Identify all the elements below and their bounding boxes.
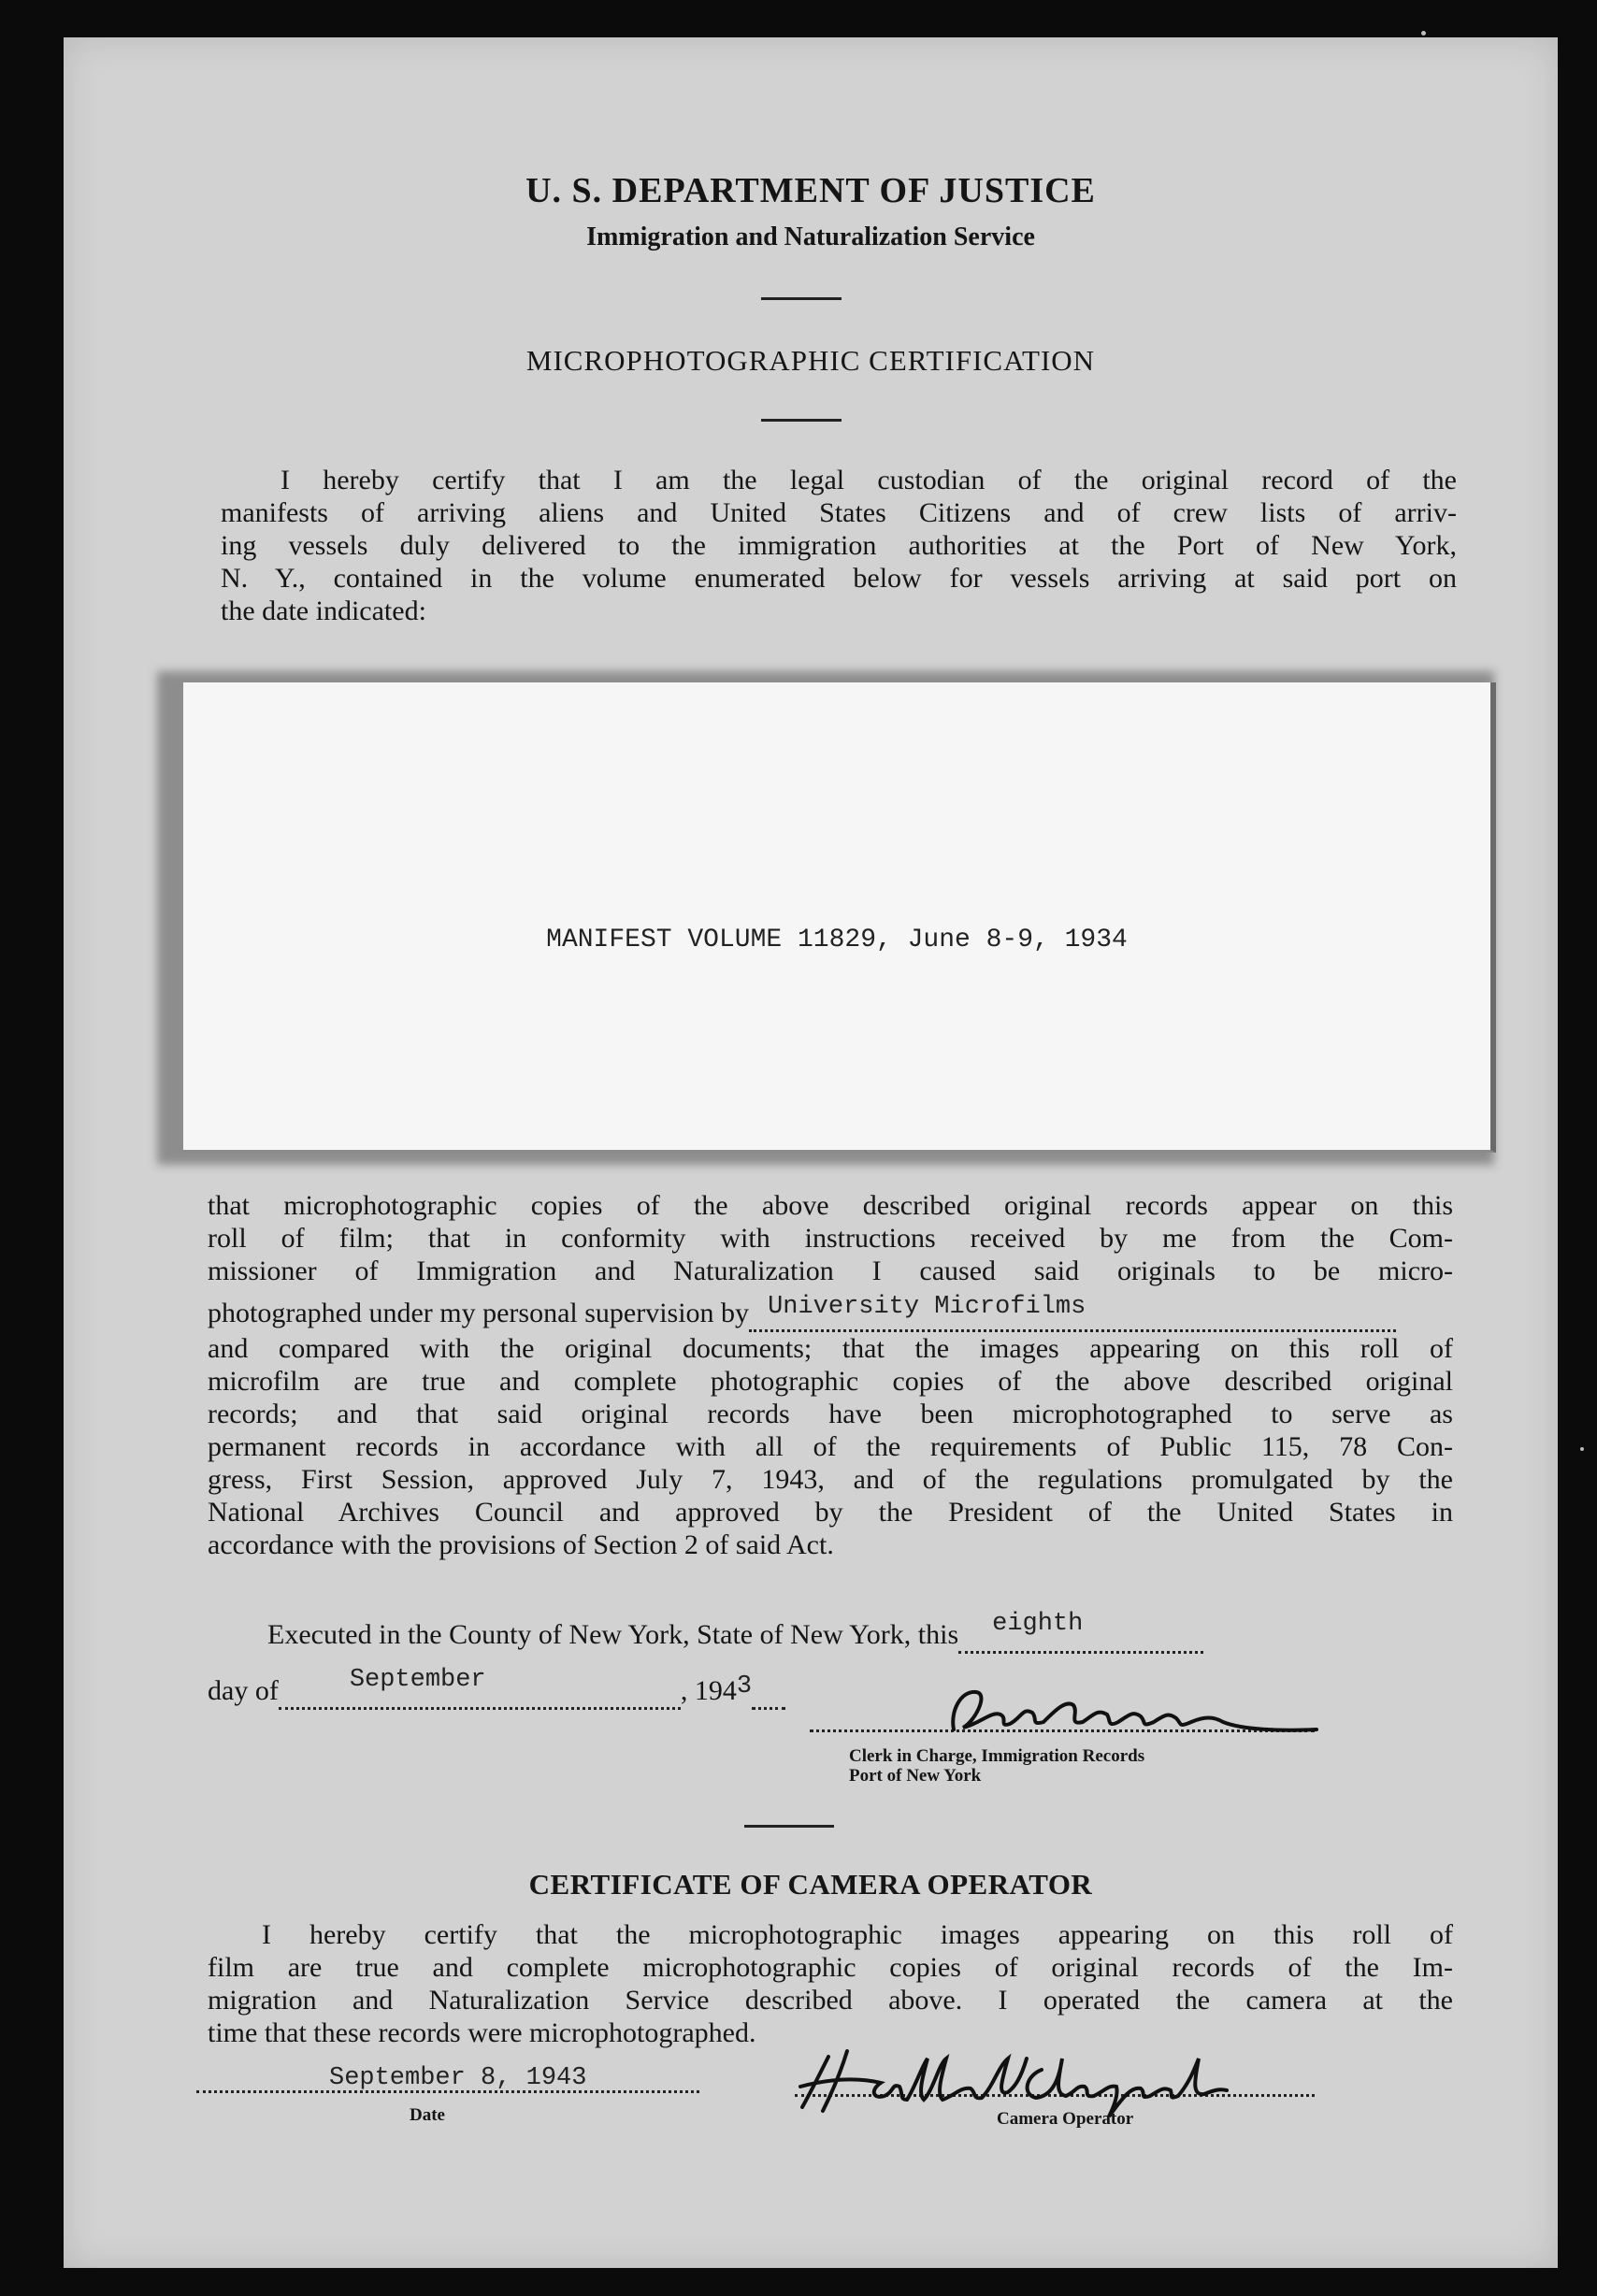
agency-subtitle: Immigration and Naturalization Service: [586, 222, 1035, 251]
clerk-signature: [933, 1673, 1326, 1748]
film-speck: [1580, 1447, 1584, 1451]
clerk-title-line1: Clerk in Charge, Immigration Records: [849, 1746, 1145, 1766]
body-line: National Archives Council and approved by the President of the United States in: [208, 1497, 1453, 1528]
body-line: permanent records in accordance with all of the requirements of Public 115, 78 Con-: [208, 1431, 1453, 1462]
camera-date-value: September 8, 1943: [329, 2064, 587, 2092]
camera-line: film are true and complete microphotographic copies of original records of the Im-: [208, 1952, 1453, 1983]
intro-line: ing vessels duly delivered to the immigration authorities at the Port of New York,: [221, 530, 1457, 561]
body-line: that microphotographic copies of the above described original records appear on this: [208, 1190, 1453, 1221]
month-value: September: [349, 1666, 486, 1694]
year-prefix: , 194: [680, 1675, 737, 1706]
date-line: [208, 1666, 785, 1710]
body-line: and compared with the original documents; that the images appearing on this roll of: [208, 1333, 1453, 1364]
certification-heading: MICROPHOTOGRAPHIC CERTIFICATION: [525, 344, 1096, 377]
body-line: accordance with the provisions of Section 2 of said Act.: [208, 1529, 834, 1560]
certificate-page: [64, 37, 1558, 2268]
body-line: gress, First Session, approved July 7, 1943, and of the regulations promulgated by the: [208, 1464, 1453, 1495]
supervision-blank: [749, 1293, 1396, 1332]
body-line: microfilm are true and complete photographic copies of the above described original: [208, 1366, 1453, 1397]
body-line: missioner of Immigration and Naturalization I caused said originals to be micro-: [208, 1256, 1453, 1286]
clerk-title: [849, 1746, 1144, 1786]
intro-paragraph: [221, 464, 1457, 627]
divider: [761, 297, 842, 300]
volume-card: [183, 682, 1496, 1153]
intro-line: I hereby certify that I am the legal custodian of the original record of the: [281, 465, 1457, 495]
supervision-line: [208, 1293, 1453, 1332]
day-value: eighth: [992, 1610, 1084, 1638]
day-blank: [958, 1610, 1203, 1654]
year-blank: [752, 1675, 785, 1710]
body-line: roll of film; that in conformity with instructions received by me from the Com-: [208, 1223, 1453, 1254]
volume-card-text: MANIFEST VOLUME 11829, June 8-9, 1934: [546, 926, 1128, 954]
execution-prefix: Executed in the County of New York, State of New York, this: [267, 1619, 959, 1650]
execution-line: [267, 1610, 1203, 1654]
year-digit: 3: [736, 1672, 753, 1700]
intro-line: N. Y., contained in the volume enumerated below for vessels arriving at said port on: [221, 563, 1457, 594]
clerk-title-line2: Port of New York: [849, 1766, 982, 1786]
camera-certificate-paragraph: [208, 1918, 1453, 2049]
film-speck: [1421, 31, 1426, 36]
divider: [744, 1825, 834, 1828]
supervision-value: University Microfilms: [768, 1293, 1086, 1321]
divider: [761, 419, 842, 422]
day-of-label: day of: [208, 1675, 279, 1706]
intro-line: the date indicated:: [221, 596, 426, 626]
camera-certificate-heading: CERTIFICATE OF CAMERA OPERATOR: [528, 1868, 1093, 1901]
camera-line: time that these records were microphotographed.: [208, 2017, 756, 2048]
camera-line: migration and Naturalization Service described above. I operated the camera at the: [208, 1985, 1453, 2016]
department-title: U. S. DEPARTMENT OF JUSTICE: [525, 171, 1096, 210]
camera-operator-label: Camera Operator: [997, 2109, 1134, 2129]
body-paragraph: [208, 1189, 1453, 1561]
camera-date-label: Date: [410, 2105, 445, 2125]
supervision-prefix: photographed under my personal supervision by: [208, 1298, 750, 1328]
month-blank: [279, 1666, 681, 1710]
camera-line: I hereby certify that the microphotographic images appearing on this roll of: [262, 1919, 1453, 1950]
body-line: records; and that said original records have been microphotographed to serve as: [208, 1399, 1453, 1429]
intro-line: manifests of arriving aliens and United States Citizens and of crew lists of arriv-: [221, 497, 1457, 528]
